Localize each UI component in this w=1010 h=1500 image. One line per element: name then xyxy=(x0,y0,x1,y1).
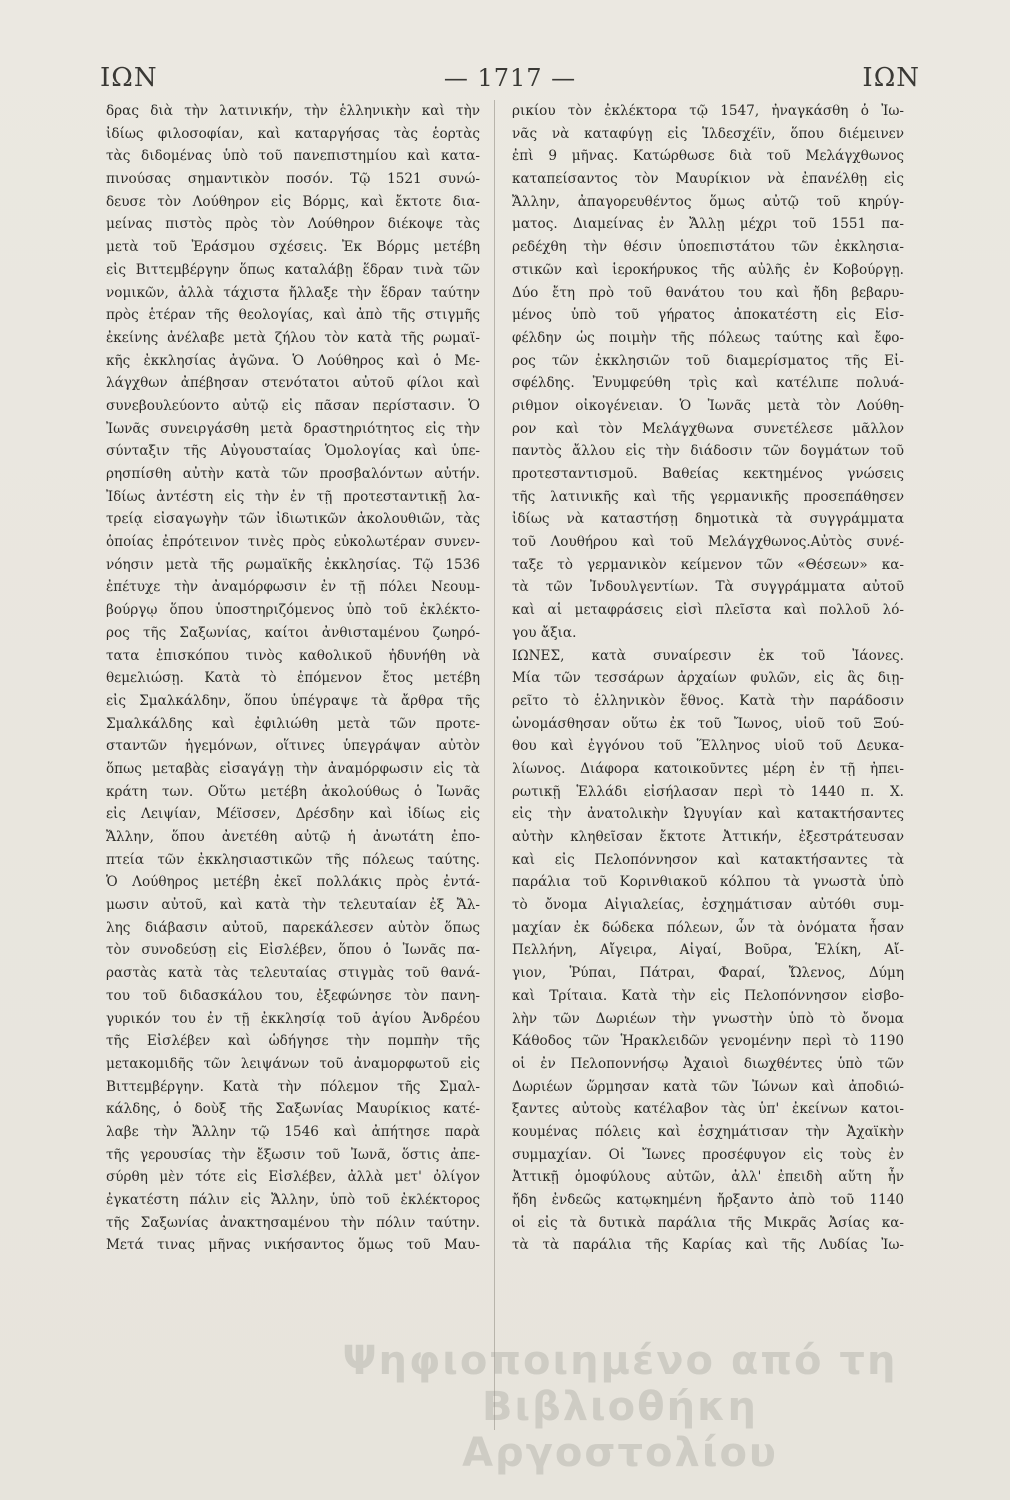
text-line: Ὁ Λούθηρος μετέβη ἐκεῖ πολλάκις πρὸς ἐντά- xyxy=(106,874,480,891)
text-line: ραστὰς κατὰ τὰς τελευταίας στιγμὰς τοῦ θανά- xyxy=(106,965,480,982)
text-line: τὰ τὰ παράλια τῆς Καρίας καὶ τῆς Λυδίας Ἰω- xyxy=(512,1237,904,1254)
text-line: κράτη των. Οὕτω μετέβη ἀκολούθως ὁ Ἰωνᾶς xyxy=(106,783,480,800)
text-line: πρὸς ἑτέραν τῆς θεολογίας, καὶ ἀπὸ τῆς στιγμῆς xyxy=(106,307,480,324)
text-line: θου καὶ ἐγγόνου τοῦ Ἕλληνος υἱοῦ τοῦ Δευκα- xyxy=(512,738,904,755)
text-line: τατα ἐπισκόπου τινὸς καθολικοῦ ἠδυνήθη νὰ xyxy=(106,647,480,664)
text-line: καὶ Τρίταια. Κατὰ τὴν εἰς Πελοπόννησον εἰσβο- xyxy=(512,987,904,1004)
text-line: γου ἄξια. xyxy=(512,624,577,641)
text-line: τρείᾳ εἰσαγωγὴν τῶν ἰδιωτικῶν ἀκολουθιῶν, τὰς xyxy=(106,511,480,528)
text-line: σύνταξιν τῆς Αὐγουσταίας Ὁμολογίας καὶ ὑπε- xyxy=(106,443,480,460)
text-line: κουμένας πόλεις καὶ ἐσχημάτισαν τὴν Ἀχαϊκὴν xyxy=(512,1123,904,1140)
running-header xyxy=(100,58,920,98)
text-line: Δωριέων ὥρμησαν κατὰ τῶν Ἰώνων καὶ ἀποδιώ- xyxy=(512,1078,904,1095)
text-line: μένος ὑπὸ τοῦ γήρατος ἀποκατέστη εἰς Εἰσ- xyxy=(512,307,904,324)
text-line: εἰς τὴν ἀνατολικὴν Ὠγυγίαν καὶ κατακτήσαντες xyxy=(512,806,904,823)
library-watermark xyxy=(250,1338,990,1476)
text-line: σφέλδης. Ἐνυμφεύθη τρὶς καὶ κατέλιπε πολυά- xyxy=(512,375,904,392)
text-line: οἱ ἐν Πελοποννήσῳ Ἀχαιοὶ διωχθέντες ὑπὸ τῶν xyxy=(512,1055,904,1072)
text-line: εἰς Βιττεμβέργην ὅπως καταλάβῃ ἕδραν τινὰ τῶν xyxy=(106,261,480,278)
header-right-word: ΙΩΝ xyxy=(862,63,920,93)
text-line: οἱ εἰς τὰ δυτικὰ παράλια τῆς Μικρᾶς Ἀσίας κα- xyxy=(512,1214,904,1231)
text-line: πτεία τῶν ἐκκλησιαστικῶν τῆς πόλεως ταύτης. xyxy=(106,851,480,868)
text-line: μετακομιδῆς τῶν λειψάνων τοῦ ἀναμορφωτοῦ εἰς xyxy=(106,1055,480,1072)
text-line: σύρθη μὲν τότε εἰς Εἰσλέβεν, ἀλλὰ μετ' ὀλίγον xyxy=(106,1169,480,1186)
text-line: παράλια τοῦ Κορινθιακοῦ κόλπου τὰ γνωστὰ ὑπὸ xyxy=(512,874,904,891)
text-line: γυρικόν του ἐν τῇ ἐκκλησίᾳ τοῦ ἁγίου Ἀνδρέου xyxy=(106,1010,480,1027)
text-line: ἐγκατέστη πάλιν εἰς Ἄλλην, ὑπὸ τοῦ ἐκλέκτορος xyxy=(106,1192,480,1208)
text-line: τὸ ὄνομα Αἰγιαλείας, ἐσχημάτισαν αὐτόθι συμ- xyxy=(512,897,904,914)
text-line: ΙΩΝΕΣ, κατὰ συναίρεσιν ἐκ τοῦ Ἰάονες. xyxy=(512,647,904,664)
text-line: Ἰωνᾶς συνειργάσθη μετὰ δραστηριότητος εἰς τὴν xyxy=(106,420,480,437)
text-line: συμμαχίαν. Οἱ Ἴωνες προσέφυγον εἰς τοὺς ἐν xyxy=(512,1146,904,1163)
text-line: νομικῶν, ἀλλὰ τάχιστα ἤλλαξε τὴν ἕδραν ταύτην xyxy=(106,284,480,301)
text-line: σταντῶν ἡγεμόνων, οἵτινες ὑπεγράψαν αὐτὸν xyxy=(106,738,480,755)
text-line: καὶ αἱ μεταφράσεις εἰσὶ πλεῖστα καὶ πολλοῦ λό- xyxy=(512,602,904,619)
text-line: μείνας πιστὸς πρὸς τὸν Λούθηρον διέκοψε τὰς xyxy=(106,216,480,233)
text-line: Βιττεμβέργην. Κατὰ τὴν πόλεμον τῆς Σμαλ- xyxy=(106,1078,480,1095)
text-line: προτεσταντισμοῦ. Βαθείας κεκτημένος γνώσεις xyxy=(512,466,904,482)
text-line: ἐπὶ 9 μῆνας. Κατώρθωσε διὰ τοῦ Μελάγχθωνος xyxy=(512,148,904,165)
column-divider xyxy=(494,100,495,1430)
text-line: στικῶν καὶ ἱεροκήρυκος τῆς αὐλῆς ἐν Κοβούργῃ. xyxy=(512,261,904,278)
text-line: ξαντες αὐτοὺς κατέλαβον τὰς ὑπ' ἐκείνων κατοι- xyxy=(512,1101,904,1118)
text-line: συνεβουλεύοντο αὐτῷ εἰς πᾶσαν περίστασιν. Ὁ xyxy=(106,397,480,414)
text-line: αὐτὴν κληθεῖσαν ἔκτοτε Ἀττικήν, ἐξεστράτευσαν xyxy=(512,829,904,845)
text-line: ρον καὶ τὸν Μελάγχθωνα συνετέλεσε μᾶλλον xyxy=(512,420,904,437)
text-line: Μία τῶν τεσσάρων ἀρχαίων φυλῶν, εἰς ἃς διῃ- xyxy=(512,670,904,687)
text-line: ρεῖτο τὸ ἑλληνικὸν ἔθνος. Κατὰ τὴν παράδοσιν xyxy=(512,692,904,709)
text-line: κάλδης, ὁ δοὺξ τῆς Σαξωνίας Μαυρίκιος κατέ- xyxy=(106,1101,480,1118)
text-line: Ἄλλην, ἀπαγορευθέντος ὅμως αὐτῷ τοῦ κηρύγ- xyxy=(512,193,904,210)
text-line: τὸν συνοδεύσῃ εἰς Εἰσλέβεν, ὅπου ὁ Ἰωνᾶς πα- xyxy=(106,942,480,959)
text-line: Ἰδίως ἀντέστη εἰς τὴν ἐν τῇ προτεσταντικῇ λα- xyxy=(106,488,480,505)
text-line: ὠνομάσθησαν οὕτω ἐκ τοῦ Ἴωνος, υἱοῦ τοῦ Ξού- xyxy=(512,715,904,732)
text-line: λαβε τὴν Ἄλλην τῷ 1546 καὶ ἀπήτησε παρὰ xyxy=(106,1123,480,1140)
text-line: λὴν τῶν Δωριέων τὴν γνωστὴν ὑπὸ τὸ ὄνομα xyxy=(512,1010,904,1027)
header-left-word: ΙΩΝ xyxy=(100,63,158,93)
left-text-column xyxy=(106,100,480,1257)
text-line: Ἀττικῇ ὁμοφύλους αὐτῶν, ἀλλ' ἐπειδὴ αὕτη ἦν xyxy=(512,1169,904,1186)
text-line: ρος τῶν ἐκκλησιῶν τοῦ διαμερίσματος τῆς Εἰ- xyxy=(512,352,904,369)
text-line: τῆς λατινικῆς καὶ τῆς γερμανικῆς προσεπάθησεν xyxy=(512,488,904,505)
text-line: μωσιν αὐτοῦ, καὶ κατὰ τὴν τελευταίαν ἐξ Ἄλ- xyxy=(106,897,480,914)
text-line: τὰ τῶν Ἰνδουλγεντίων. Τὰ συγγράμματα αὐτοῦ xyxy=(512,579,904,596)
text-line: νόησιν μετὰ τῆς ρωμαϊκῆς ἐκκλησίας. Τῷ 1536 xyxy=(106,556,480,573)
text-line: ἐκείνης ἀνέλαβε μετὰ ζήλου τὸν κατὰ τῆς ρωμαϊ- xyxy=(106,329,480,346)
text-line: μετὰ τοῦ Ἐράσμου σχέσεις. Ἐκ Βόρμς μετέβη xyxy=(106,239,480,256)
text-line: ρεδέχθη τὴν θέσιν ὑποεπιστάτου τῶν ἐκκλησια- xyxy=(512,239,904,256)
text-line: ματος. Διαμείνας ἐν Ἄλλῃ μέχρι τοῦ 1551 πα- xyxy=(512,216,904,233)
text-line: τοῦ Λουθήρου καὶ τοῦ Μελάγχθωνος.Αὐτὸς συνέ- xyxy=(512,534,904,551)
text-line: ρικίου τὸν ἐκλέκτορα τῷ 1547, ἠναγκάσθη ὁ Ἰω- xyxy=(512,103,904,119)
text-line: Μετά τινας μῆνας νικήσαντος ὅμως τοῦ Μαυ- xyxy=(106,1237,480,1254)
text-line: ἐπέτυχε τὴν ἀναμόρφωσιν ἐν τῇ πόλει Νεουμ- xyxy=(106,579,480,596)
text-line: ὅπως μεταβὰς εἰσαγάγῃ τὴν ἀναμόρφωσιν εἰς τὰ xyxy=(106,760,480,777)
text-line: νᾶς νὰ καταφύγῃ εἰς Ἱλδεσχέϊν, ὅπου διέμεινεν xyxy=(512,125,904,142)
text-line: πινούσας σημαντικὸν ποσόν. Τῷ 1521 συνώ- xyxy=(106,171,480,188)
text-line: μαχίαν ἐκ δώδεκα πόλεων, ὧν τὰ ὀνόματα ἦσαν xyxy=(512,919,904,936)
text-line: εἰς Σμαλκάλδην, ὅπου ὑπέγραψε τὰ ἄρθρα τῆς xyxy=(106,692,480,709)
text-line: γιον, Ῥύπαι, Πάτραι, Φαραί, Ὤλενος, Δύμη xyxy=(512,965,904,982)
watermark-line: Αργοστολίου xyxy=(462,1430,778,1476)
watermark-line: Ψηφιοποιημένο από τη Βιβλιοθήκη xyxy=(342,1338,898,1430)
text-line: ρωτικῇ Ἑλλάδι εἰσήλασαν περὶ τὸ 1440 π. Χ. xyxy=(512,783,904,800)
text-line: ὁποίας ἐπρότεινον τινὲς πρὸς εὐκολωτέραν συνεν- xyxy=(106,534,480,551)
text-line: ἤδη ἐνδεῶς κατῳκημένη ἤρξαντο ἀπὸ τοῦ 1140 xyxy=(512,1192,904,1208)
text-line: ἰδίως φιλοσοφίαν, καὶ καταργήσας τὰς ἑορτὰς xyxy=(106,125,480,142)
text-line: φέλδην ὡς ποιμὴν τῆς πόλεως ταύτης καὶ ἔφο- xyxy=(512,329,904,346)
page-number: — 1717 — xyxy=(443,64,577,92)
text-line: καταπείσαντος τὸν Μαυρίκιον νὰ ἐπανέλθῃ εἰς xyxy=(512,171,904,188)
text-line: Πελλήνη, Αἴγειρα, Αἰγαί, Βοῦρα, Ἑλίκη, Αἴ- xyxy=(512,942,904,959)
text-line: θεμελιώσῃ. Κατὰ τὸ ἐπόμενον ἔτος μετέβη xyxy=(106,670,480,687)
text-line: Δύο ἔτη πρὸ τοῦ θανάτου του καὶ ἤδη βεβαρυ- xyxy=(512,284,904,301)
text-line: καὶ εἰς Πελοπόννησον καὶ κατακτήσαντες τὰ xyxy=(512,851,904,868)
text-line: Ἄλλην, ὅπου ἀνετέθη αὐτῷ ἡ ἀνωτάτη ἐπο- xyxy=(106,829,480,845)
text-line: λάγχθων ἀπέβησαν στενότατοι αὐτοῦ φίλοι καὶ xyxy=(106,375,480,392)
text-line: ταξε τὸ γερμανικὸν κείμενον τῶν «Θέσεων» κα- xyxy=(512,556,904,573)
text-line: βούργῳ ὅπου ὑποστηριζόμενος ὑπὸ τοῦ ἐκλέκτο- xyxy=(106,602,480,619)
text-line: τῆς γερουσίας τὴν ἔξωσιν τοῦ Ἰωνᾶ, ὅστις ἀπε- xyxy=(106,1146,480,1163)
text-line: λίωνος. Διάφορα κατοικοῦντες μέρη ἐν τῇ ἠπει- xyxy=(512,760,904,777)
text-line: Σμαλκάλδης καὶ ἐφιλιώθη μετὰ τῶν προτε- xyxy=(106,715,480,732)
text-line: κῆς ἐκκλησίας ἀγῶνα. Ὁ Λούθηρος καὶ ὁ Με- xyxy=(106,352,480,369)
text-line: εἰς Λειψίαν, Μέϊσσεν, Δρέσδην καὶ ἰδίως εἰς xyxy=(106,806,480,823)
text-line: δευσε τὸν Λούθηρον εἰς Βόρμς, καὶ ἔκτοτε δια- xyxy=(106,193,480,210)
right-text-column xyxy=(512,100,904,1257)
text-line: του τοῦ διδασκάλου του, ἐξεφώνησε τὸν πανη- xyxy=(106,987,480,1004)
text-line: ἰδίως νὰ καταστήσῃ δημοτικὰ τὰ συγγράμματα xyxy=(512,511,904,528)
text-line: ρος τῆς Σαξωνίας, καίτοι ἀνθισταμένου ζωηρό- xyxy=(106,624,480,641)
text-line: τῆς Σαξωνίας ἀνακτησαμένου τὴν πόλιν ταύτην. xyxy=(106,1214,480,1231)
text-line: Κάθοδος τῶν Ἡρακλειδῶν γενομένην περὶ τὸ 1190 xyxy=(512,1033,904,1050)
text-line: λης διάβασιν αὐτοῦ, παρεκάλεσεν αὐτὸν ὅπως xyxy=(106,919,480,936)
text-line: τὰς διδομένας ὑπὸ τοῦ πανεπιστημίου καὶ κατα- xyxy=(106,148,480,165)
text-line: δρας διὰ τὴν λατινικήν, τὴν ἑλληνικὴν καὶ τὴν xyxy=(106,103,480,119)
text-line: ριθμον οἰκογένειαν. Ὁ Ἰωνᾶς μετὰ τὸν Λούθη- xyxy=(512,397,904,414)
text-line: τῆς Εἰσλέβεν καὶ ὡδήγησε τὴν πομπὴν τῆς xyxy=(106,1033,480,1050)
text-line: ρησπίσθη αὐτὴν κατὰ τῶν προσβαλόντων αὐτήν. xyxy=(106,466,480,482)
text-line: παντὸς ἄλλου εἰς τὴν διάδοσιν τῶν δογμάτων τοῦ xyxy=(512,443,904,460)
